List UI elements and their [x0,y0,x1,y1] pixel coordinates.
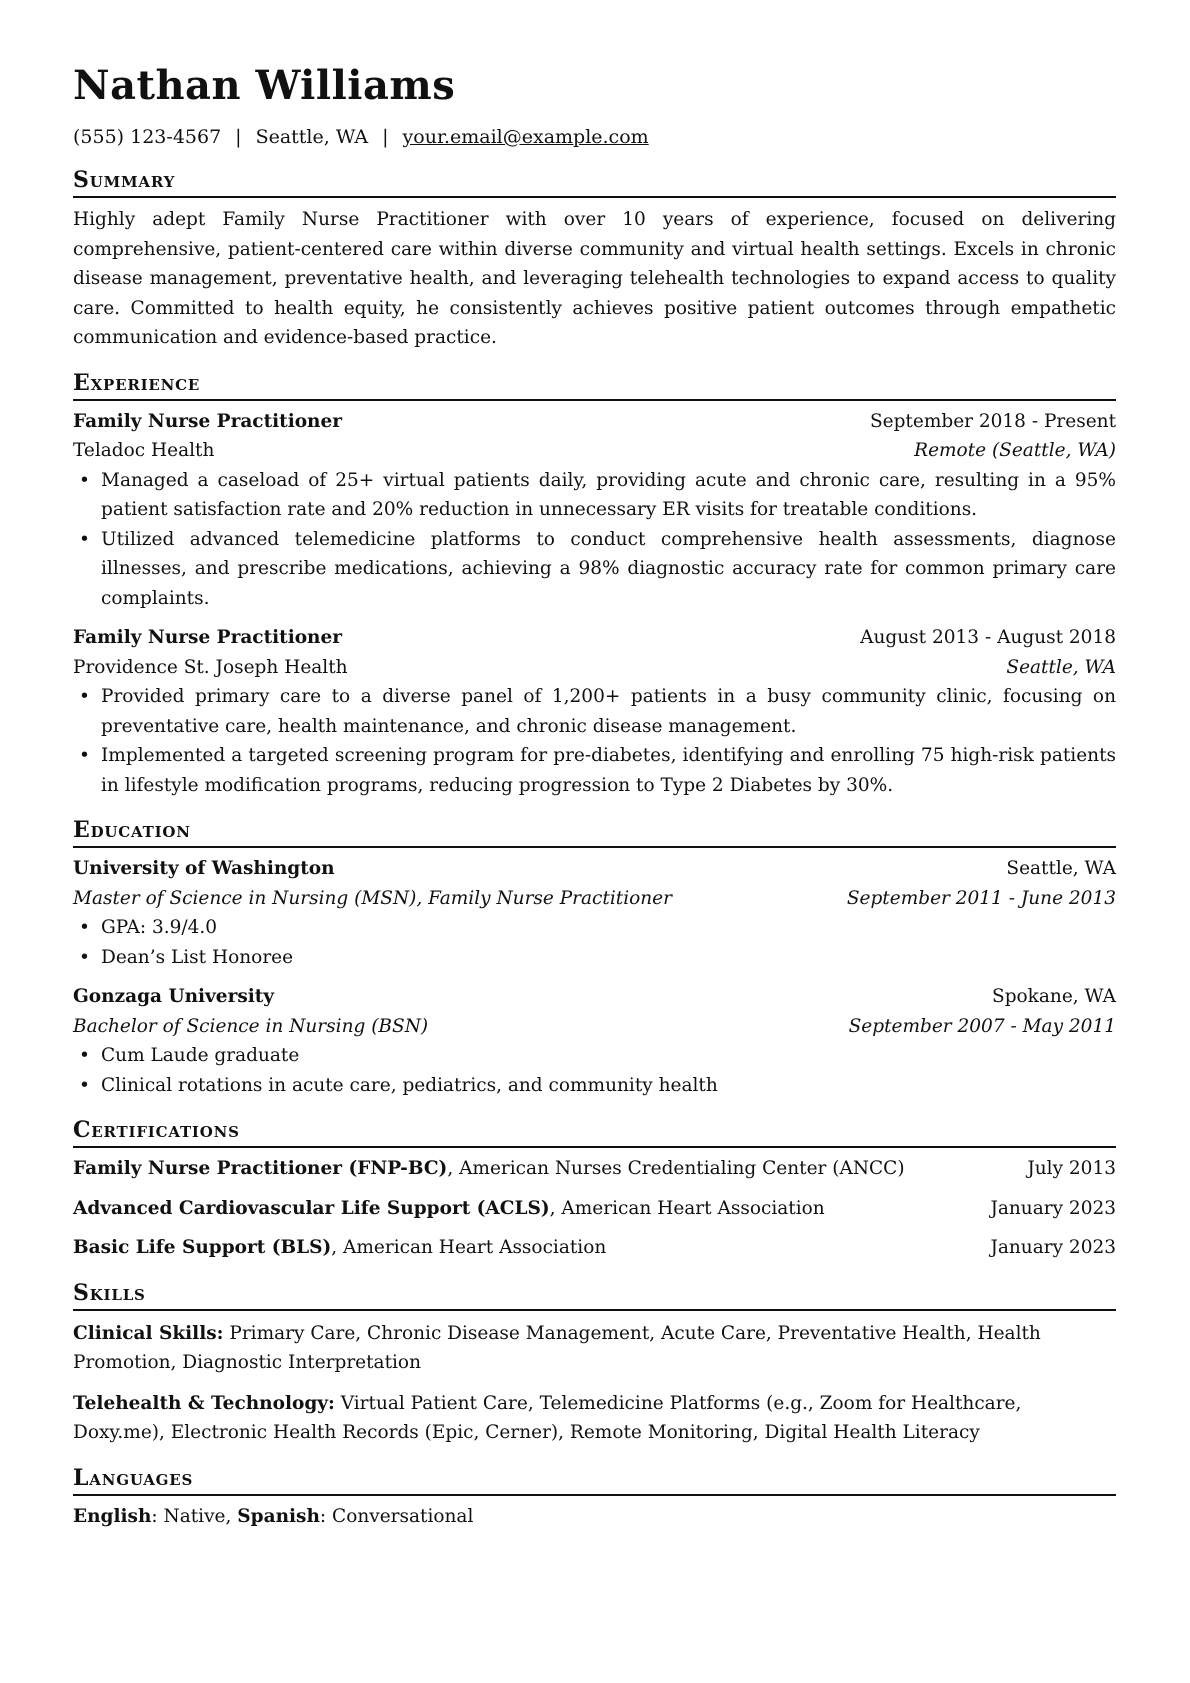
job-company: Teladoc Health [73,440,215,461]
certification-item [73,1194,1116,1224]
education-bullets [73,913,1116,972]
skill-group-text: Primary Care, Chronic Disease Management, Acute Care, Preventative Health, Health Promotion, Diagnostic Interpretation [73,1322,1041,1373]
certification-name: Basic Life Support (BLS) [73,1237,332,1258]
certification-name: Family Nurse Practitioner (FNP-BC) [73,1158,448,1179]
language-name: English [73,1505,152,1527]
contact-line [73,124,1116,150]
languages-section [73,1464,1116,1532]
section-title-experience: Experience [73,369,1116,401]
certification-issuer: , American Heart Association [331,1237,607,1258]
contact-separator: | [235,126,242,148]
certification-item [73,1233,1116,1263]
job-dates: September 2018 - Present [869,410,1116,432]
skill-group [73,1389,1116,1448]
education-entry [73,854,1116,972]
bullet-item: • Clinical rotations in acute care, pediatrics, and community health [101,1071,1116,1101]
certification-date: January 2023 [990,1237,1116,1258]
job-company: Providence St. Joseph Health [73,656,348,678]
skill-group-label: Clinical Skills: [73,1322,224,1344]
education-entry [73,982,1116,1100]
language-level: : Conversational [319,1505,474,1527]
summary-text: Highly adept Family Nurse Practitioner with over 10 years of experience, focused on delivering comprehensive, patient-centered care within diverse community and virtual health settings. Excels in chronic disease management, preventative health, and leveraging telehealth technologies to expand access to quality care. Committed to health equity, he consistently achieves positive patient outcomes through empathetic communication and evidence-based practice. [73,209,1116,348]
section-title-certifications: Certifications [73,1116,1116,1148]
bullet-item: • Utilized advanced telemedicine platforms to conduct comprehensive health assessments, diagnose illnesses, and prescribe medications, achieving a 98% diagnostic accuracy rate for common primary care complaints. [101,525,1116,614]
school-location: Spokane, WA [992,986,1116,1007]
email-link[interactable]: your.email@example.com [402,126,649,148]
certifications-section [73,1116,1116,1263]
certification-name: Advanced Cardiovascular Life Support (ACLS) [73,1197,550,1219]
bullet-item: • GPA: 3.9/4.0 [101,913,1116,943]
job-entry [73,407,1116,614]
certification-issuer: , American Nurses Credentialing Center (ANCC) [447,1158,905,1179]
phone-number: (555) 123-4567 [73,126,222,148]
degree: Master of Science in Nursing (MSN), Family Nurse Practitioner [73,887,672,909]
section-title-languages: Languages [73,1464,1116,1496]
bullet-item: • Cum Laude graduate [101,1041,1116,1071]
certification-issuer: , American Heart Association [549,1197,825,1219]
experience-section [73,369,1116,801]
certification-item [73,1154,1116,1184]
bullet-item: • Provided primary care to a diverse panel of 1,200+ patients in a busy community clinic, focusing on preventative care, health maintenance, and chronic disease management. [101,682,1116,741]
education-bullets [73,1041,1116,1100]
certification-date: January 2023 [990,1197,1116,1219]
job-bullets [73,682,1116,800]
skills-section [73,1279,1116,1448]
school-location: Seattle, WA [1006,858,1116,879]
location: Seattle, WA [255,126,369,148]
languages-line [73,1502,1116,1532]
language-level: : Native [151,1505,226,1527]
bullet-item: • Managed a caseload of 25+ virtual patients daily, providing acute and chronic care, resulting in a 95% patient satisfaction rate and 20% reduction in unnecessary ER visits for treatable conditions. [101,466,1116,525]
school-name: Gonzaga University [73,986,275,1007]
job-entry [73,623,1116,800]
skill-group-text: Virtual Patient Care, Telemedicine Platforms (e.g., Zoom for Healthcare, Doxy.me), Electronic Health Records (Epic, Cerner), Remote Monitoring, Digital Health Literacy [73,1392,1022,1443]
job-dates: August 2013 - August 2018 [860,627,1116,648]
degree: Bachelor of Science in Nursing (BSN) [73,1015,429,1037]
section-title-education: Education [73,816,1116,848]
language-separator: , [225,1505,238,1527]
job-role: Family Nurse Practitioner [73,627,343,648]
bullet-item: • Implemented a targeted screening program for pre-diabetes, identifying and enrolling 75 high-risk patients in lifestyle modification programs, reducing progression to Type 2 Diabetes by 30%. [101,741,1116,800]
education-dates: September 2011 - June 2013 [846,887,1116,909]
candidate-name: Nathan Williams [73,62,456,109]
language-name: Spanish [237,1505,320,1527]
job-bullets [73,466,1116,614]
job-role: Family Nurse Practitioner [73,410,343,432]
section-title-skills: Skills [73,1279,1116,1311]
certification-date: July 2013 [1027,1158,1116,1179]
skill-group [73,1319,1116,1378]
job-location: Seattle, WA [1006,656,1116,678]
education-dates: September 2007 - May 2011 [848,1015,1116,1037]
education-section [73,816,1116,1100]
bullet-item: • Dean’s List Honoree [101,943,1116,973]
job-location: Remote (Seattle, WA) [914,440,1116,461]
section-title-summary: Summary [73,166,1116,198]
summary-section [73,166,1116,353]
skill-group-label: Telehealth & Technology: [73,1392,335,1414]
school-name: University of Washington [73,858,335,879]
contact-separator: | [382,126,389,148]
